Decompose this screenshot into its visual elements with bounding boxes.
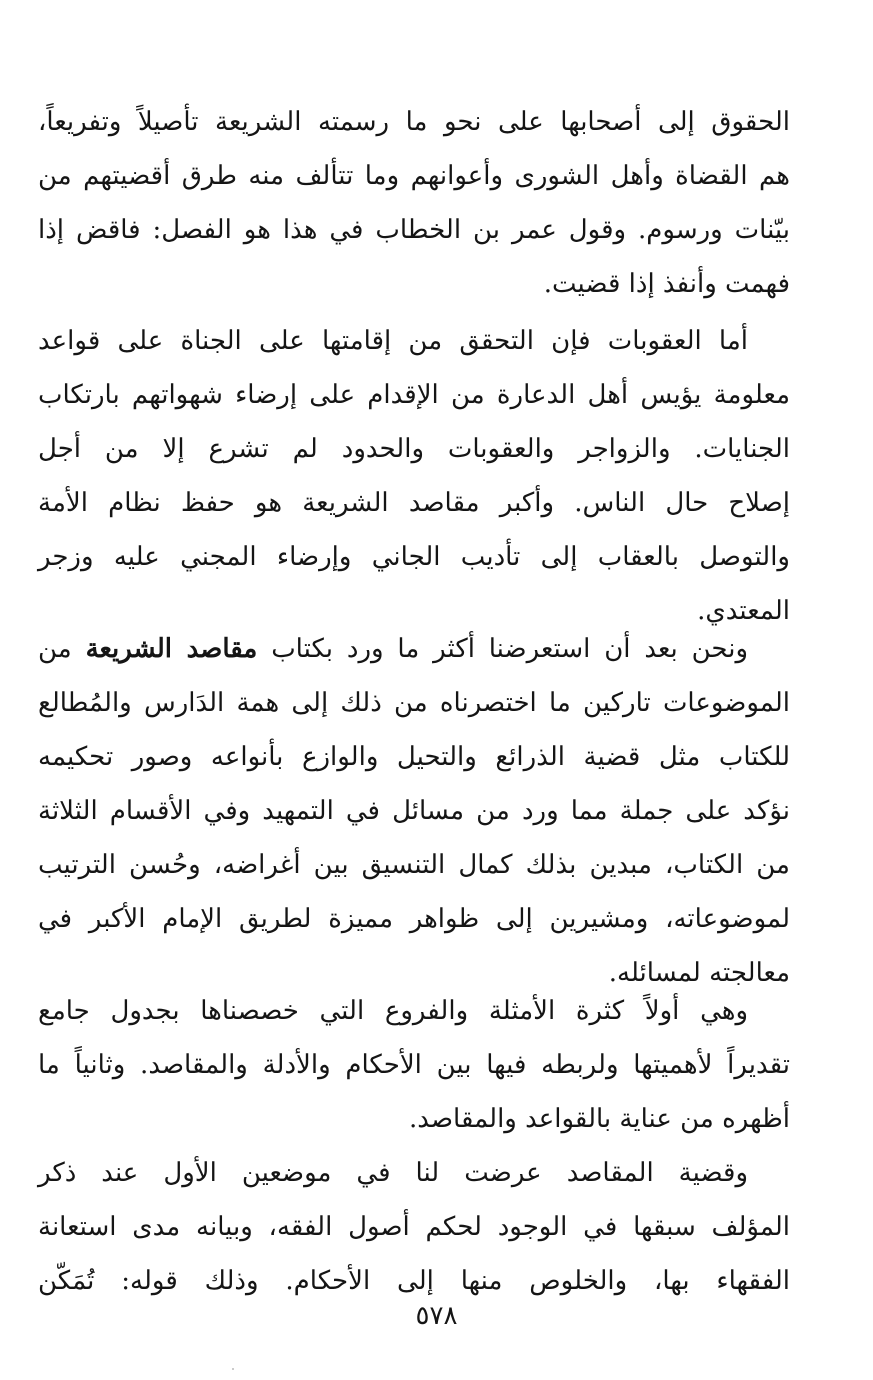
paragraph-4 bbox=[38, 984, 790, 1146]
text-line: فهمت وأنفذ إذا قضيت. bbox=[543, 269, 790, 299]
paragraph-5 bbox=[38, 1146, 790, 1308]
page-number: ٥٧٨ bbox=[415, 1301, 458, 1331]
paragraph-3 bbox=[38, 622, 790, 1000]
text-line bbox=[38, 622, 790, 676]
text-line: الفقهاء بها، والخلوص منها إلى الأحكام. وذلك قوله: تُمَكّن bbox=[38, 1266, 790, 1296]
text-line: وقضية المقاصد عرضت لنا في موضعين الأول عند ذكر bbox=[38, 1158, 748, 1188]
text-line: تقديراً لأهميتها ولربطه فيها بين الأحكام والأدلة والمقاصد. وثانياً ما bbox=[38, 1050, 790, 1080]
text-segment: من bbox=[38, 634, 72, 664]
paragraph-2 bbox=[38, 314, 790, 638]
text-line: للكتاب مثل قضية الذرائع والتحيل والوازع بأنواعه وصور تحكيمه bbox=[38, 742, 790, 772]
text-line: الحقوق إلى أصحابها على نحو ما رسمته الشريعة تأصيلاً وتفريعاً، bbox=[38, 107, 790, 137]
book-title-bold: مقاصد الشريعة bbox=[85, 634, 258, 664]
text-line: المؤلف سبقها في الوجود لحكم أصول الفقه، وبيانه مدى استعانة bbox=[38, 1212, 790, 1242]
text-line: المعتدي. bbox=[697, 596, 790, 626]
text-line: لموضوعاته، ومشيرين إلى ظواهر مميزة لطريق الإمام الأكبر في bbox=[38, 904, 790, 934]
text-line: بيّنات ورسوم. وقول عمر بن الخطاب في هذا هو الفصل: فاقض إذا bbox=[38, 215, 790, 245]
text-line: الموضوعات تاركين ما اختصرناه من ذلك إلى همة الدَارس والمُطالع bbox=[38, 688, 790, 718]
text-segment: ونحن بعد أن استعرضنا أكثر ما ورد بكتاب bbox=[271, 634, 749, 664]
text-line: والتوصل بالعقاب إلى تأديب الجاني وإرضاء المجني عليه وزجر bbox=[38, 542, 790, 572]
scan-speck bbox=[232, 1368, 234, 1370]
text-line: من الكتاب، مبدين بذلك كمال التنسيق بين أغراضه، وحُسن الترتيب bbox=[38, 850, 790, 880]
text-line: أظهره من عناية بالقواعد والمقاصد. bbox=[409, 1104, 790, 1134]
text-line: أما العقوبات فإن التحقق من إقامتها على الجناة على قواعد bbox=[38, 326, 748, 356]
text-line: معلومة يؤيس أهل الدعارة من الإقدام على إرضاء شهواتهم بارتكاب bbox=[38, 380, 790, 410]
text-line: الجنايات. والزواجر والعقوبات والحدود لم تشرع إلا من أجل bbox=[38, 434, 790, 464]
text-line: إصلاح حال الناس. وأكبر مقاصد الشريعة هو حفظ نظام الأمة bbox=[38, 488, 790, 518]
text-line: معالجته لمسائله. bbox=[608, 958, 790, 988]
text-line: نؤكد على جملة مما ورد من مسائل في التمهيد وفي الأقسام الثلاثة bbox=[38, 796, 790, 826]
paragraph-1 bbox=[38, 95, 790, 311]
text-line: هم القضاة وأهل الشورى وأعوانهم وما تتألف منه طرق أقضيتهم من bbox=[38, 161, 790, 191]
text-line: وهي أولاً كثرة الأمثلة والفروع التي خصصناها بجدول جامع bbox=[38, 996, 748, 1026]
